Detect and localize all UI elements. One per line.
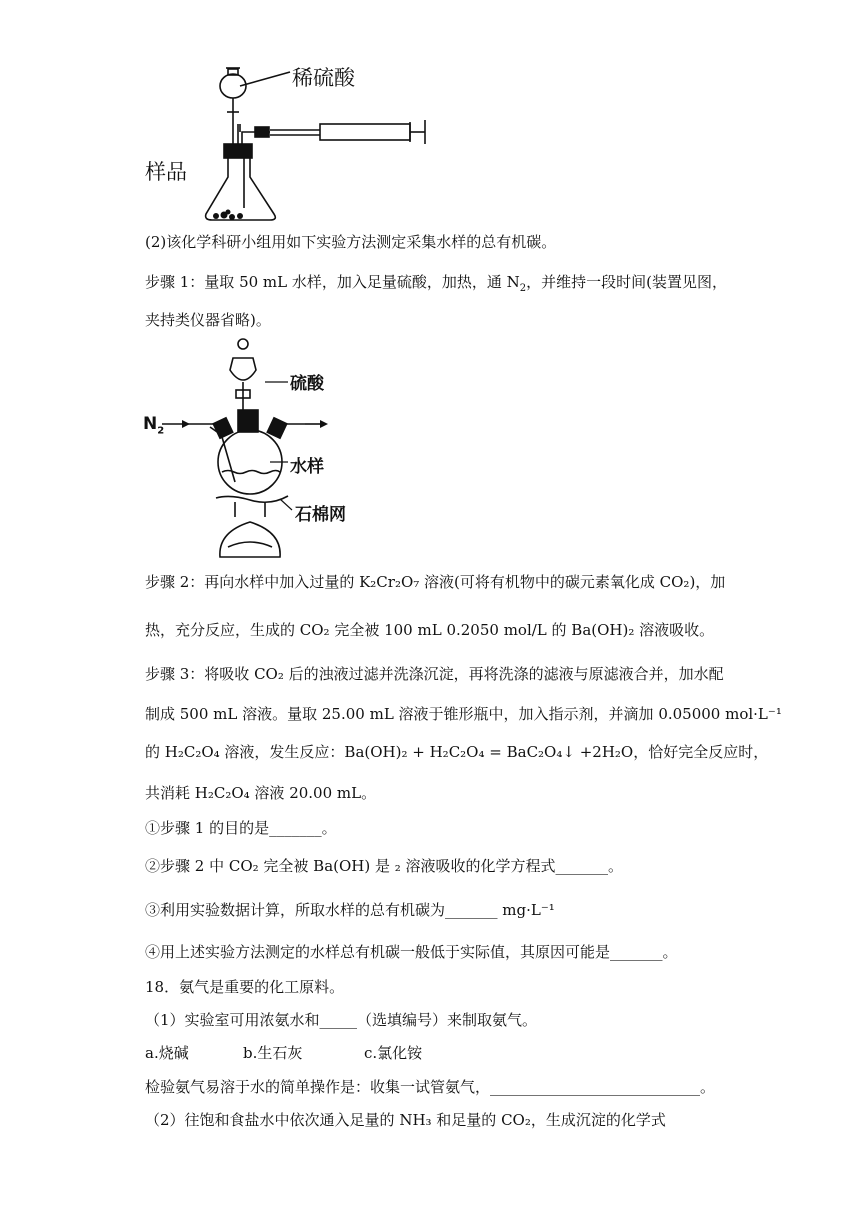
option-a: a.烧碱 [145, 1044, 189, 1062]
label-dilute-acid: 稀硫酸 [292, 66, 355, 90]
question-4: ④用上述实验方法测定的水样总有机碳一般低于实际值，其原因可能是_______。 [145, 943, 678, 961]
question-3: ③利用实验数据计算，所取水样的总有机碳为_______ mg·L⁻¹ [145, 901, 555, 919]
step1-line-a: 步骤 1：量取 50 mL 水样，加入足量硫酸，加热，通 $N_2$，并维持一段时间(装置见图， [145, 273, 728, 294]
apparatus-figure-1 [140, 62, 440, 227]
step2-line-a: 步骤 2：再向水样中加入过量的 K₂Cr₂O₇ 溶液(可将有机物中的碳元素氧化成 CO₂)，加 [145, 573, 726, 591]
label-asbestos-mesh: 石棉网 [295, 505, 346, 525]
step3-line-d: 共消耗 H₂C₂O₄ 溶液 20.00 mL。 [145, 784, 377, 802]
question-1: ①步骤 1 的目的是_______。 [145, 819, 337, 837]
label-sample: 样品 [145, 160, 187, 184]
question-2: ②步骤 2 中 CO₂ 完全被 Ba(OH) 是 ₂ 溶液吸收的化学方程式_______。 [145, 857, 624, 875]
apparatus-figure-2 [140, 332, 360, 562]
option-c: c.氯化铵 [364, 1044, 423, 1062]
question-18-check: 检验氨气易溶于水的简单操作是：收集一试管氨气，____________________________。 [145, 1078, 716, 1096]
label-n2: $N_2$ [143, 414, 165, 437]
question-18-part2: （2）往饱和食盐水中依次通入足量的 NH₃ 和足量的 CO₂，生成沉淀的化学式 [145, 1111, 666, 1129]
step3-line-a: 步骤 3：将吸收 CO₂ 后的浊液过滤并洗涤沉淀，再将洗涤的滤液与原滤液合并，加水配 [145, 665, 724, 683]
step3-line-c: 的 H₂C₂O₄ 溶液，发生反应：Ba(OH)₂ + H₂C₂O₄ = BaC₂O₄↓ +2H₂O，恰好完全反应时， [145, 743, 769, 761]
label-sulfuric-acid: 硫酸 [290, 374, 324, 394]
step2-line-b: 热，充分反应，生成的 CO₂ 完全被 100 mL 0.2050 mol/L 的 Ba(OH)₂ 溶液吸收。 [145, 621, 715, 639]
label-water-sample: 水样 [290, 457, 324, 477]
option-b: b.生石灰 [243, 1044, 303, 1062]
step3-line-b: 制成 500 mL 溶液。量取 25.00 mL 溶液于锥形瓶中，加入指示剂，并滴加 0.05000 mol·L⁻¹ [145, 705, 782, 723]
question-18: 18．氨气是重要的化工原料。 [145, 978, 345, 996]
question-18-part1: （1）实验室可用浓氨水和_____（选填编号）来制取氨气。 [145, 1011, 538, 1029]
part2-intro: (2)该化学科研小组用如下实验方法测定采集水样的总有机碳。 [145, 233, 557, 251]
step1-line-b: 夹持类仪器省略)。 [145, 311, 271, 329]
